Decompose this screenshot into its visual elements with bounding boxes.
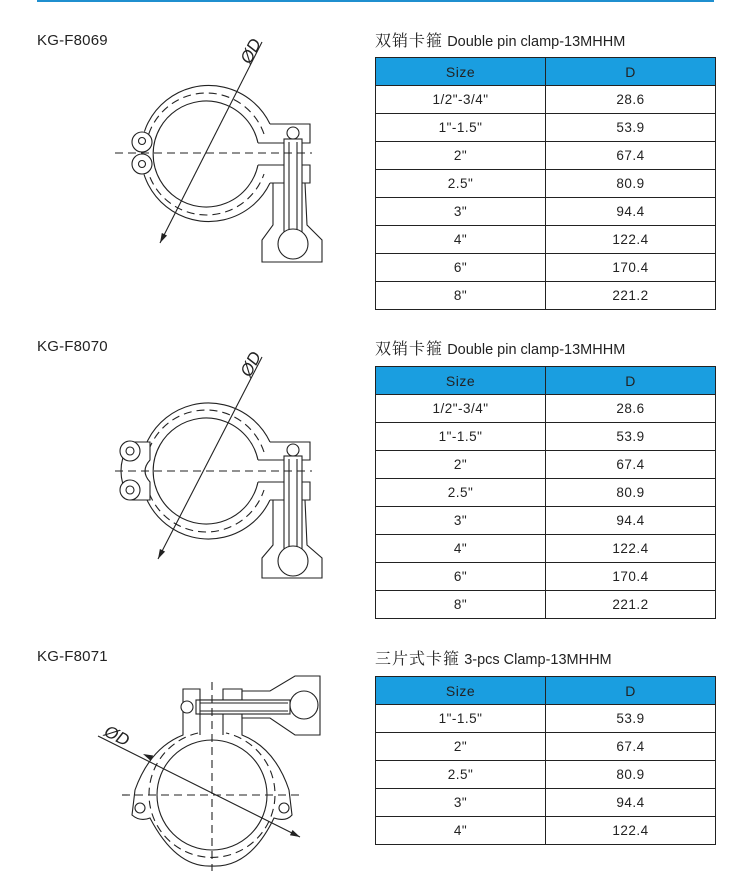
cell-d: 94.4 [546, 789, 716, 817]
cell-size: 4" [376, 817, 546, 845]
model-number: KG-F8070 [37, 338, 108, 355]
cell-size: 3" [376, 198, 546, 226]
cell-size: 3" [376, 789, 546, 817]
cell-size: 3" [376, 507, 546, 535]
cell-d: 28.6 [546, 86, 716, 114]
cell-d: 94.4 [546, 198, 716, 226]
column-header-d: D [546, 58, 716, 86]
cell-size: 6" [376, 254, 546, 282]
column-header-d: D [546, 367, 716, 395]
column-header-size: Size [376, 677, 546, 705]
cell-size: 2.5" [376, 479, 546, 507]
cell-size: 1/2"-3/4" [376, 395, 546, 423]
clamp-drawing-kg-f8070 [115, 348, 322, 578]
model-number: KG-F8071 [37, 648, 108, 665]
product-title-cn: 双销卡箍 [375, 31, 444, 50]
cell-d: 67.4 [546, 451, 716, 479]
cell-size: 4" [376, 535, 546, 563]
cell-size: 2.5" [376, 170, 546, 198]
cell-d: 80.9 [546, 170, 716, 198]
cell-size: 8" [376, 282, 546, 310]
cell-size: 2" [376, 142, 546, 170]
product-title-cn: 三片式卡箍 [375, 649, 461, 668]
product-title-en: Double pin clamp-13MHHM [447, 34, 626, 50]
column-header-size: Size [376, 58, 546, 86]
cell-d: 94.4 [546, 507, 716, 535]
model-number: KG-F8069 [37, 32, 108, 49]
cell-size: 2" [376, 451, 546, 479]
column-header-d: D [546, 677, 716, 705]
product-title-cn: 双销卡箍 [375, 339, 444, 358]
cell-d: 67.4 [546, 142, 716, 170]
product-title-en: 3-pcs Clamp-13MHHM [464, 652, 612, 668]
cell-size: 8" [376, 591, 546, 619]
cell-d: 80.9 [546, 479, 716, 507]
cell-d: 53.9 [546, 423, 716, 451]
cell-d: 28.6 [546, 395, 716, 423]
cell-d: 122.4 [546, 535, 716, 563]
cell-d: 122.4 [546, 817, 716, 845]
column-header-size: Size [376, 367, 546, 395]
cell-size: 1"-1.5" [376, 423, 546, 451]
clamp-drawing-kg-f8071 [98, 676, 320, 871]
dimension-label: ØD [101, 721, 133, 751]
cell-d: 170.4 [546, 563, 716, 591]
cell-d: 80.9 [546, 761, 716, 789]
cell-d: 53.9 [546, 114, 716, 142]
dimension-label: ØD [236, 35, 266, 67]
cell-size: 4" [376, 226, 546, 254]
cell-size: 1"-1.5" [376, 705, 546, 733]
cell-size: 1"-1.5" [376, 114, 546, 142]
dimension-label: ØD [236, 348, 266, 380]
cell-d: 221.2 [546, 591, 716, 619]
cell-d: 221.2 [546, 282, 716, 310]
cell-d: 67.4 [546, 733, 716, 761]
cell-size: 2.5" [376, 761, 546, 789]
cell-size: 6" [376, 563, 546, 591]
cell-d: 122.4 [546, 226, 716, 254]
cell-size: 2" [376, 733, 546, 761]
cell-size: 1/2"-3/4" [376, 86, 546, 114]
clamp-drawing-kg-f8069 [115, 35, 322, 262]
cell-d: 53.9 [546, 705, 716, 733]
cell-d: 170.4 [546, 254, 716, 282]
product-title-en: Double pin clamp-13MHHM [447, 342, 626, 358]
